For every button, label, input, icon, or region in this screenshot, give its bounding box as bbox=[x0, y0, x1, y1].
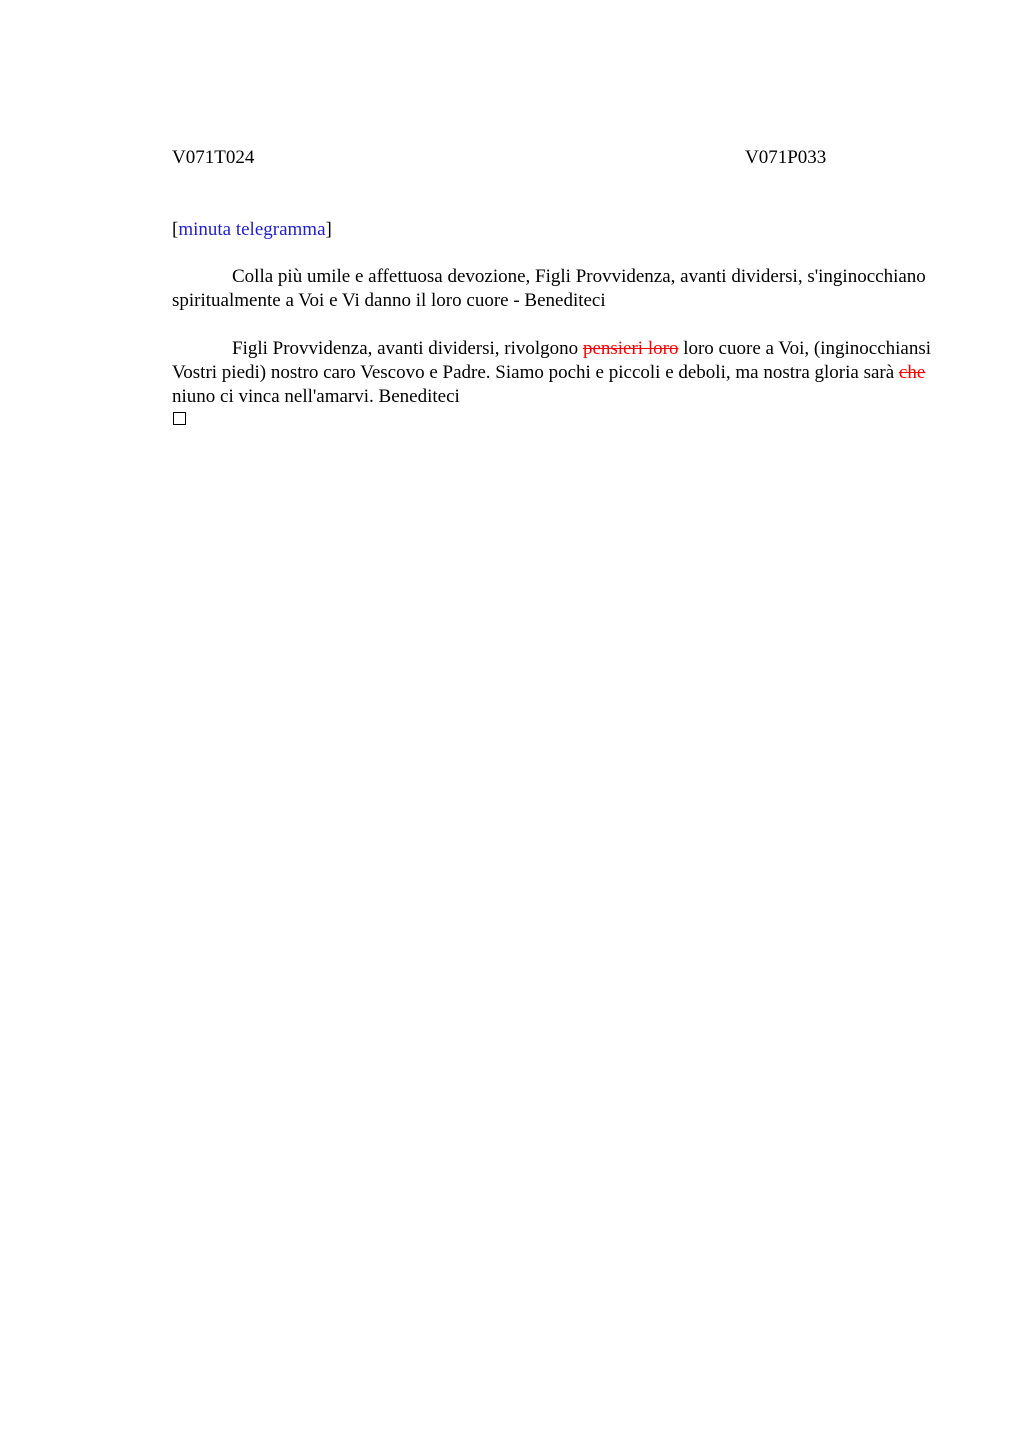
document-header bbox=[172, 146, 932, 170]
open-bracket: [ bbox=[172, 219, 179, 240]
document-type-note bbox=[172, 218, 932, 242]
close-bracket: ] bbox=[325, 219, 332, 240]
square-box-icon bbox=[173, 412, 186, 425]
paragraph-text-part: Figli Provvidenza, avanti dividersi, rivolgono bbox=[232, 338, 583, 359]
deleted-text: che bbox=[898, 362, 926, 383]
document-type-label: minuta telegramma bbox=[178, 219, 326, 240]
document-code-right: V071P033 bbox=[745, 147, 827, 168]
deleted-text: pensieri loro bbox=[582, 338, 679, 359]
paragraph-text-part: loro cuore a Voi, (inginocchiansi Vostri piedi) nostro caro Vescovo e Padre. Siamo pochi e piccoli e deboli, ma nostra gloria sarà bbox=[172, 338, 932, 383]
paragraph-first-draft: Colla più umile e affettuosa devozione, Figli Provvidenza, avanti dividersi, s'inginocchiano spiritualmente a Voi e Vi danno il loro cuore - Benediteci bbox=[172, 266, 926, 311]
paragraph-text-part: niuno ci vinca nell'amarvi. Benediteci bbox=[172, 386, 460, 407]
document-page bbox=[172, 146, 932, 425]
paragraph-second-draft bbox=[172, 337, 932, 409]
document-code-left: V071T024 bbox=[172, 147, 255, 168]
